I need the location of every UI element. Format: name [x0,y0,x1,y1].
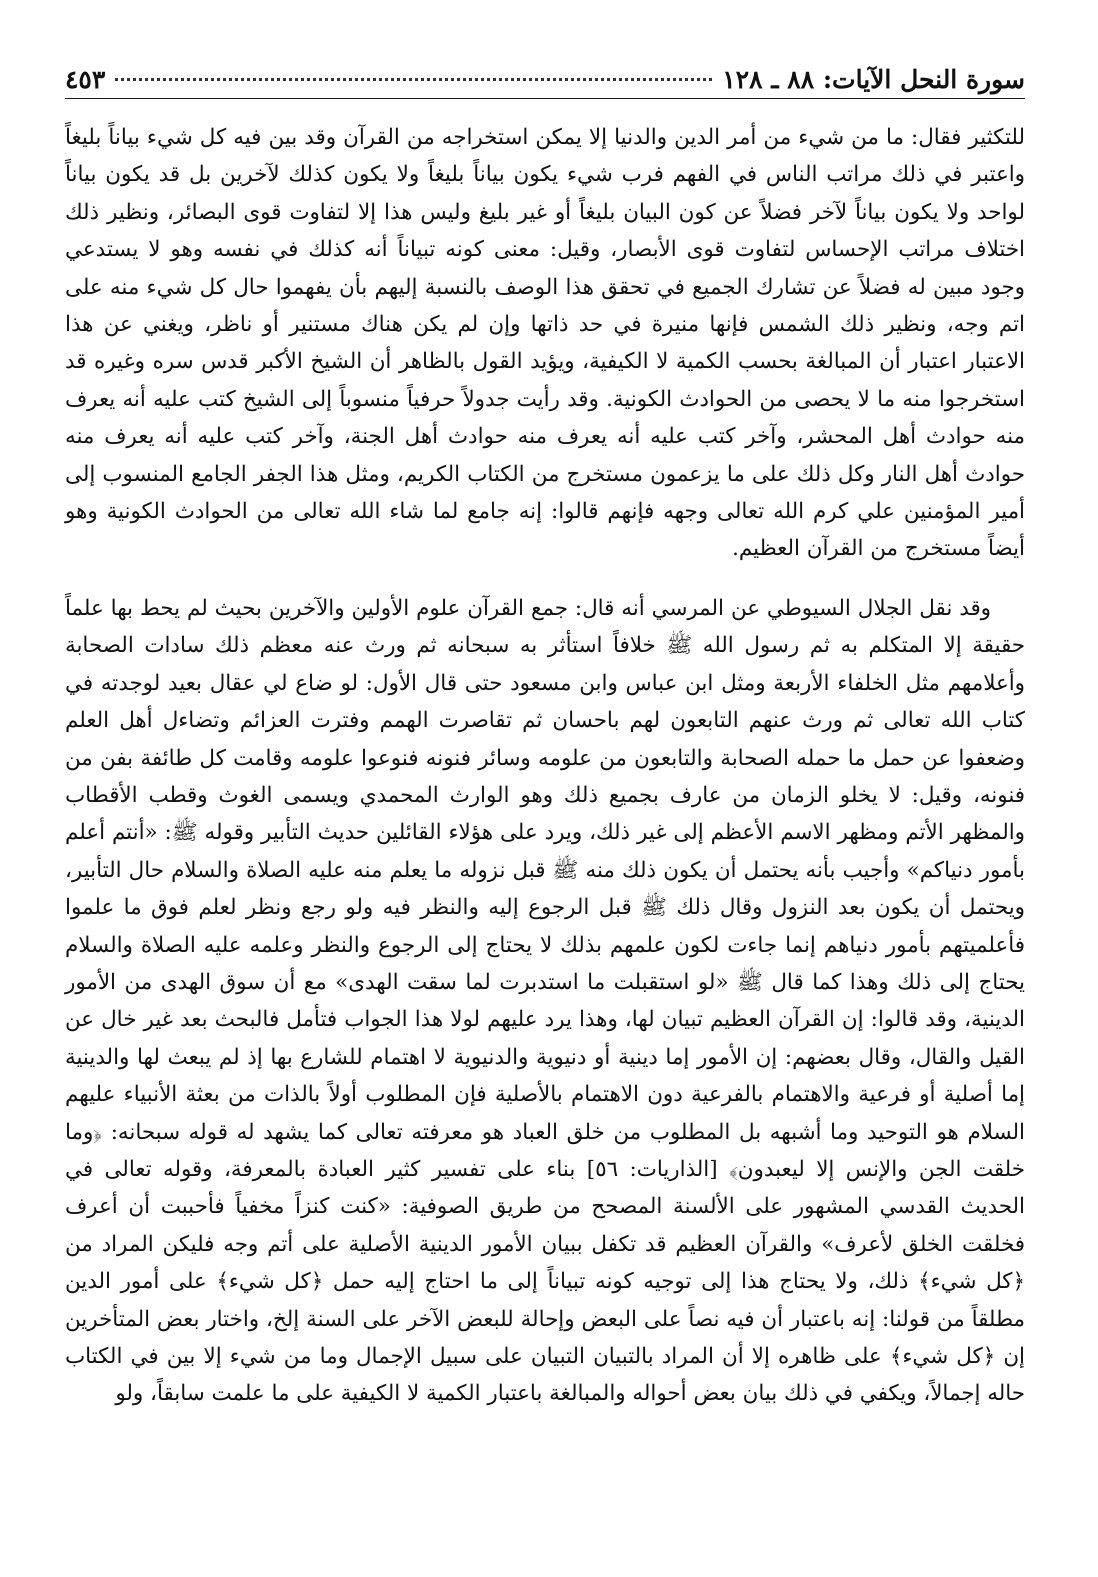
book-page [65,48,1025,1548]
paragraph-1: للتكثير فقال: ما من شيء من أمر الدين والدنيا إلا يمكن استخراجه من القرآن وقد بين فيه كل شيء بياناً بليغاً واعتبر في ذلك مراتب الناس في الفهم فرب شيء يكون بياناً بليغاً ولا يكون كذلك لآخرين بل قد يكون بياناً لواحد ولا يكون بياناً لآخر فضلاً عن كون البيان بليغاً أو غير بليغ وليس هذا إلا لتفاوت قوى البصائر، ونظير ذلك اختلاف مراتب الإحساس لتفاوت قوى الأبصار، وقيل: معنى كونه تبياناً أنه كذلك في نفسه وهو لا يستدعي وجود مبين له فضلاً عن تشارك الجميع في تحقق هذا الوصف بالنسبة إليهم بأن يفهموا حال كل شيء منه على اتم وجه، ونظير ذلك الشمس فإنها منيرة في حد ذاتها وإن لم يكن هناك مستنير أو ناظر، ويغني عن هذا الاعتبار اعتبار أن المبالغة بحسب الكمية لا الكيفية، ويؤيد القول بالظاهر أن الشيخ الأكبر قدس سره وغيره قد استخرجوا منه ما لا يحصى من الحوادث الكونية. وقد رأيت جدولاً حرفياً منسوباً إلى الشيخ كتب عليه أنه يعرف منه حوادث أهل المحشر، وآخر كتب عليه أنه يعرف منه حوادث أهل الجنة، وآخر كتب عليه أنه يعرف منه حوادث أهل النار وكل ذلك على ما يزعمون مستخرج من الكتاب الكريم، ومثل هذا الجفر الجامع المنسوب إلى أمير المؤمنين علي كرم الله تعالى وجهه فإنهم قالوا: إنه جامع لما شاء الله تعالى من الحوادث الكونية وهو أيضاً مستخرج من القرآن العظيم. [65,125,1025,562]
header-dotted-leader [115,78,712,81]
running-title: سورة النحل الآيات: ٨٨ ـ ١٢٨ [722,65,1025,94]
page-header [65,48,1025,99]
page-number: ٤٥٣ [65,65,106,94]
paragraph-2 [65,590,1025,1413]
paragraph-2-text: وقد نقل الجلال السيوطي عن المرسي أنه قال: جمع القرآن علوم الأولين والآخرين بحيث لم يحط بها علماً حقيقة إلا المتكلم به ثم رسول الله ﷺ خلافاً استأثر به سبحانه ثم ورث عنه معظم ذلك سادات الصحابة وأعلامهم مثل الخلفاء الأربعة ومثل ابن عباس وابن مسعود حتى قال الأول: لو ضاع لي عقال بعيد لوجدته في كتاب الله تعالى ثم ورث عنهم التابعون لهم باحسان ثم تقاصرت الهمم وفترت العزائم وتضاءل أهل العلم وضعفوا عن حمل ما حمله الصحابة والتابعون من علومه وسائر فنونه فنوعوا علومه وقامت كل طائفة بفن من فنونه، وقيل: لا يخلو الزمان من عارف بجميع ذلك وهو الوارث المحمدي ويسمى الغوث وقطب الأقطاب والمظهر الأتم ومظهر الاسم الأعظم إلى غير ذلك، ويرد على هؤلاء القائلين حديث التأبير وقوله ﷺ: «أنتم أعلم بأمور دنياكم» وأجيب بأنه يحتمل أن يكون ذلك منه ﷺ قبل نزوله ما يعلم منه عليه الصلاة والسلام حال التأبير، ويحتمل أن يكون بعد النزول وقال ذلك ﷺ قبل الرجوع إليه والنظر فيه ولو رجع ونظر لعلم فوق ما علموا فأعلميتهم بأمور دنياهم إنما جاءت لكون علمهم بذلك لا يحتاج إلى الرجوع والنظر وعلمه عليه الصلاة والسلام يحتاج إلى ذلك وهذا كما قال ﷺ «لو استقبلت ما استدبرت لما سقت الهدى» مع أن سوق الهدى من الأمور الدينية، وقد قالوا: إن القرآن العظيم تبيان لها، وهذا يرد عليهم لولا هذا الجواب فتأمل فالبحث بعد غير خال عن القيل والقال، وقال بعضهم: إن الأمور إما دينية أو دنيوية والدنيوية لا اهتمام للشارع بها إذ لم يبعث لها والدينية إما أصلية أو فرعية والاهتمام بالفرعية دون الاهتمام بالأصلية فإن المطلوب أولاً بالذات من بعثة الأنبياء عليهم السلام هو التوحيد وما أشبهه بل المطلوب من خلق العباد هو معرفته تعالى كما يشهد له قوله سبحانه: ﴿وما خلقت الجن والإنس إلا ليعبدون﴾ [الذاريات: ٥٦] بناء على تفسير كثير العبادة بالمعرفة، وقوله تعالى في الحديث القدسي المشهور على الألسنة المصحح من طريق الصوفية: «كنت كنزاً مخفياً فأحببت أن أعرف فخلقت الخلق لأعرف» والقرآن العظيم قد تكفل ببيان الأمور الدينية الأصلية على أتم وجه فليكن المراد من ﴿كل شيء﴾ ذلك، ولا يحتاج هذا إلى توجيه كونه تبياناً إلى ما احتاج إليه حمل ﴿كل شيء﴾ على أمور الدين مطلقاً من قولنا: إنه باعتبار أن فيه نصاً على البعض وإحالة للبعض الآخر على السنة إلخ، واختار بعض المتأخرين إن ﴿كل شيء﴾ على ظاهره إلا أن المراد بالتبيان التبيان على سبيل الإجمال وما من شيء إلا بين في الكتاب حاله إجمالاً، ويكفي في ذلك بيان بعض أحواله والمبالغة باعتبار الكمية لا الكيفية على ما علمت سابقاً، ولو [65,595,1025,1407]
